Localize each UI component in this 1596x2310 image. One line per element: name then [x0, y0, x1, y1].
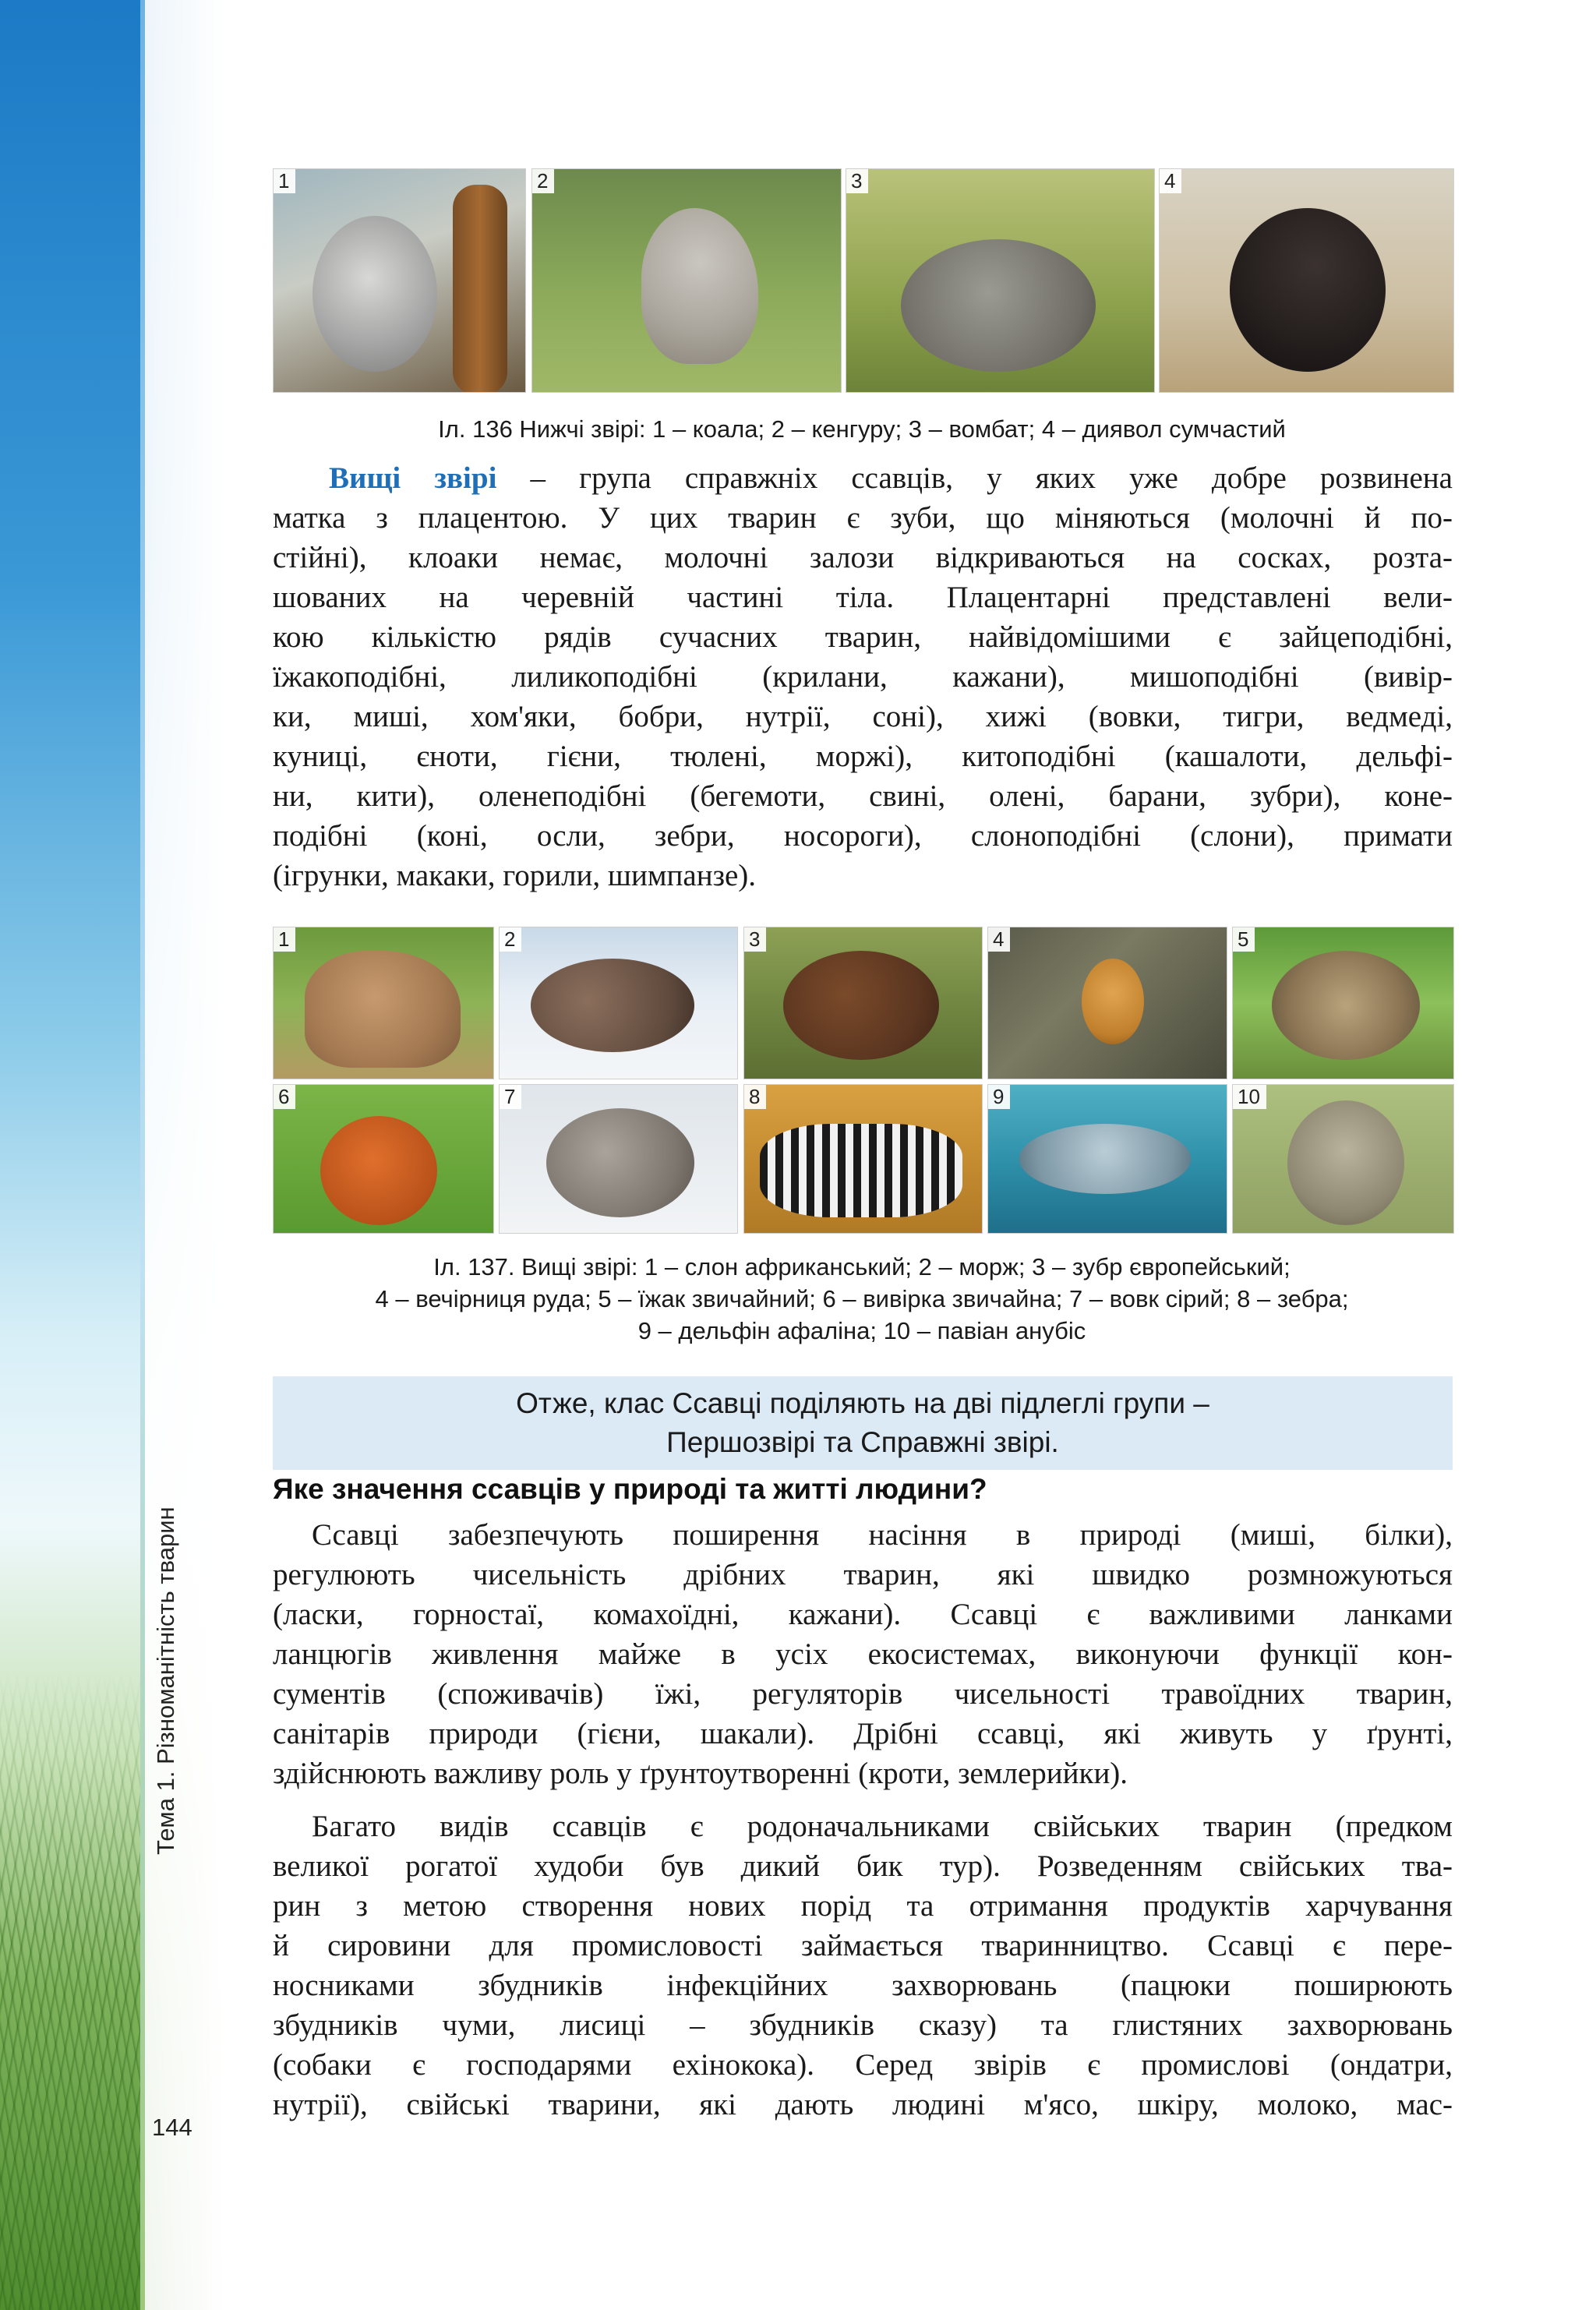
paragraph-line: великої рогатої худоби був дикий бик тур). Розведенням свійських тва- [273, 1849, 1453, 1883]
summary-line: Першозвірі та Справжні звірі. [666, 1426, 1059, 1458]
photo-number: 8 [744, 1085, 766, 1109]
paragraph-domestic [273, 1807, 1453, 2125]
paragraph-line: кою кількістю рядів сучасних тварин, найвідомішими є зайцеподібні, [273, 620, 1453, 654]
koala-photo [273, 168, 526, 393]
photo-number: 1 [274, 169, 295, 193]
paragraph-line: рин з метою створення нових порід та отримання продуктів харчування [273, 1889, 1453, 1923]
paragraph-line: Вищі звірі – група справжніх ссавців, у яких уже добре розвинена [329, 461, 1453, 495]
paragraph-line: (ласки, горностаї, комахоїдні, кажани). Ссавці є важливими ланками [273, 1598, 1453, 1631]
paragraph-line: (ігрунки, макаки, горили, шимпанзе). [273, 859, 757, 892]
photo-number: 2 [500, 927, 521, 952]
wolf-photo [499, 1084, 738, 1234]
kangaroo-photo [531, 168, 842, 393]
figure-caption-137 [271, 1251, 1453, 1347]
hedgehog-photo [1232, 927, 1454, 1079]
walrus-photo [499, 927, 738, 1079]
sidebar-margin [145, 0, 224, 2310]
paragraph-line: (собаки є господарями ехінокока). Серед звірів є промислові (ондатри, [273, 2048, 1453, 2082]
photo-number: 2 [532, 169, 554, 193]
wombat-photo [846, 168, 1155, 393]
squirrel-photo [273, 1084, 494, 1234]
baboon-photo [1232, 1084, 1454, 1234]
paragraph-line: регулюють чисельність дрібних тварин, які швидко розмножуються [273, 1558, 1453, 1591]
paragraph-line: матка з плацентою. У цих тварин є зуби, що міняються (молочні й по- [273, 501, 1453, 535]
photo-number: 3 [846, 169, 868, 193]
photo-number: 4 [1160, 169, 1181, 193]
paragraph-line: санітарів природи (гієни, шакали). Дрібні ссавці, які живуть у ґрунті, [273, 1717, 1453, 1750]
photo-number: 1 [274, 927, 295, 952]
paragraph-line: їжакоподібні, лиликоподібні (крилани, кажани), мишоподібні (вивір- [273, 660, 1453, 694]
grass-decoration [0, 1671, 145, 2310]
term-higher-mammals: Вищі звірі [329, 461, 497, 495]
paragraph-line: ни, кити), оленеподібні (бегемоти, свині, олені, барани, зубри), коне- [273, 779, 1453, 813]
paragraph-line: Ссавці забезпечують поширення насіння в природі (миші, білки), [312, 1518, 1453, 1552]
running-head: Тема 1. Різноманітність тварин [152, 1506, 179, 1855]
figure-caption-136: Іл. 136 Нижчі звірі: 1 – коала; 2 – кенгуру; 3 – вомбат; 4 – диявол сумчастий [438, 415, 1286, 443]
section-heading: Яке значення ссавців у природі та житті людини? [273, 1473, 987, 1505]
paragraph-line: ланцюгів живлення майже в усіх екосистемах, виконуючи функції кон- [273, 1637, 1453, 1671]
photo-number: 5 [1233, 927, 1255, 952]
paragraph-line: нутрії), свійські тварини, які дають людині м'ясо, шкіру, молоко, мас- [273, 2088, 1453, 2121]
photo-number: 4 [988, 927, 1010, 952]
photo-number: 9 [988, 1085, 1010, 1109]
photo-number: 7 [500, 1085, 521, 1109]
paragraph-higher-mammals [273, 458, 1453, 895]
paragraph-line: носниками збудників інфекційних захворювань (пацюки поширюють [273, 1969, 1453, 2002]
paragraph-line: сументів (споживачів) їжі, регуляторів чисельності травоїдних тварин, [273, 1677, 1453, 1711]
paragraph-importance [273, 1515, 1453, 1793]
summary-line: Отже, клас Ссавці поділяють на дві підлеглі групи – [516, 1387, 1209, 1419]
paragraph-line: куниці, єноти, гієни, тюлені, моржі), китоподібні (кашалоти, дельфі- [273, 740, 1453, 773]
caption-line: Іл. 137. Вищі звірі: 1 – слон африканський; 2 – морж; 3 – зубр європейський; [433, 1253, 1291, 1280]
paragraph-line: збудників чуми, лисиці – збудників сказу) та глистяних захворювань [273, 2008, 1453, 2042]
paragraph-line: Багато видів ссавців є родоначальниками свійських тварин (предком [312, 1810, 1453, 1843]
paragraph-line: шованих на черевній частині тіла. Плацентарні представлені вели- [273, 581, 1453, 614]
photo-number: 6 [274, 1085, 295, 1109]
photo-number: 10 [1233, 1085, 1266, 1109]
paragraph-line: й сировини для промисловості займається тваринництво. Ссавці є пере- [273, 1929, 1453, 1962]
summary-box [273, 1376, 1453, 1470]
zebra-photo [743, 1084, 983, 1234]
bison-photo [743, 927, 983, 1079]
caption-line: 4 – вечірниця руда; 5 – їжак звичайний; 6 – вивірка звичайна; 7 – вовк сірий; 8 – зебра; [375, 1285, 1349, 1312]
photo-number: 3 [744, 927, 766, 952]
tasmanian-devil-photo [1159, 168, 1454, 393]
paragraph-line: стійні), клоаки немає, молочні залози відкриваються на сосках, розта- [273, 541, 1453, 574]
dolphin-photo [987, 1084, 1227, 1234]
paragraph-line: подібні (коні, осли, зебри, носороги), слоноподібні (слони), примати [273, 819, 1453, 853]
page-number: 144 [152, 2114, 192, 2141]
elephant-photo [273, 927, 494, 1079]
paragraph-line: здійснюють важливу роль у ґрунтоутворенні (кроти, землерийки). [273, 1757, 1128, 1790]
caption-line: 9 – дельфін афаліна; 10 – павіан анубіс [637, 1317, 1086, 1344]
bat-photo [987, 927, 1227, 1079]
paragraph-line: ки, миші, хом'яки, бобри, нутрії, соні), хижі (вовки, тигри, ведмеді, [273, 700, 1453, 733]
